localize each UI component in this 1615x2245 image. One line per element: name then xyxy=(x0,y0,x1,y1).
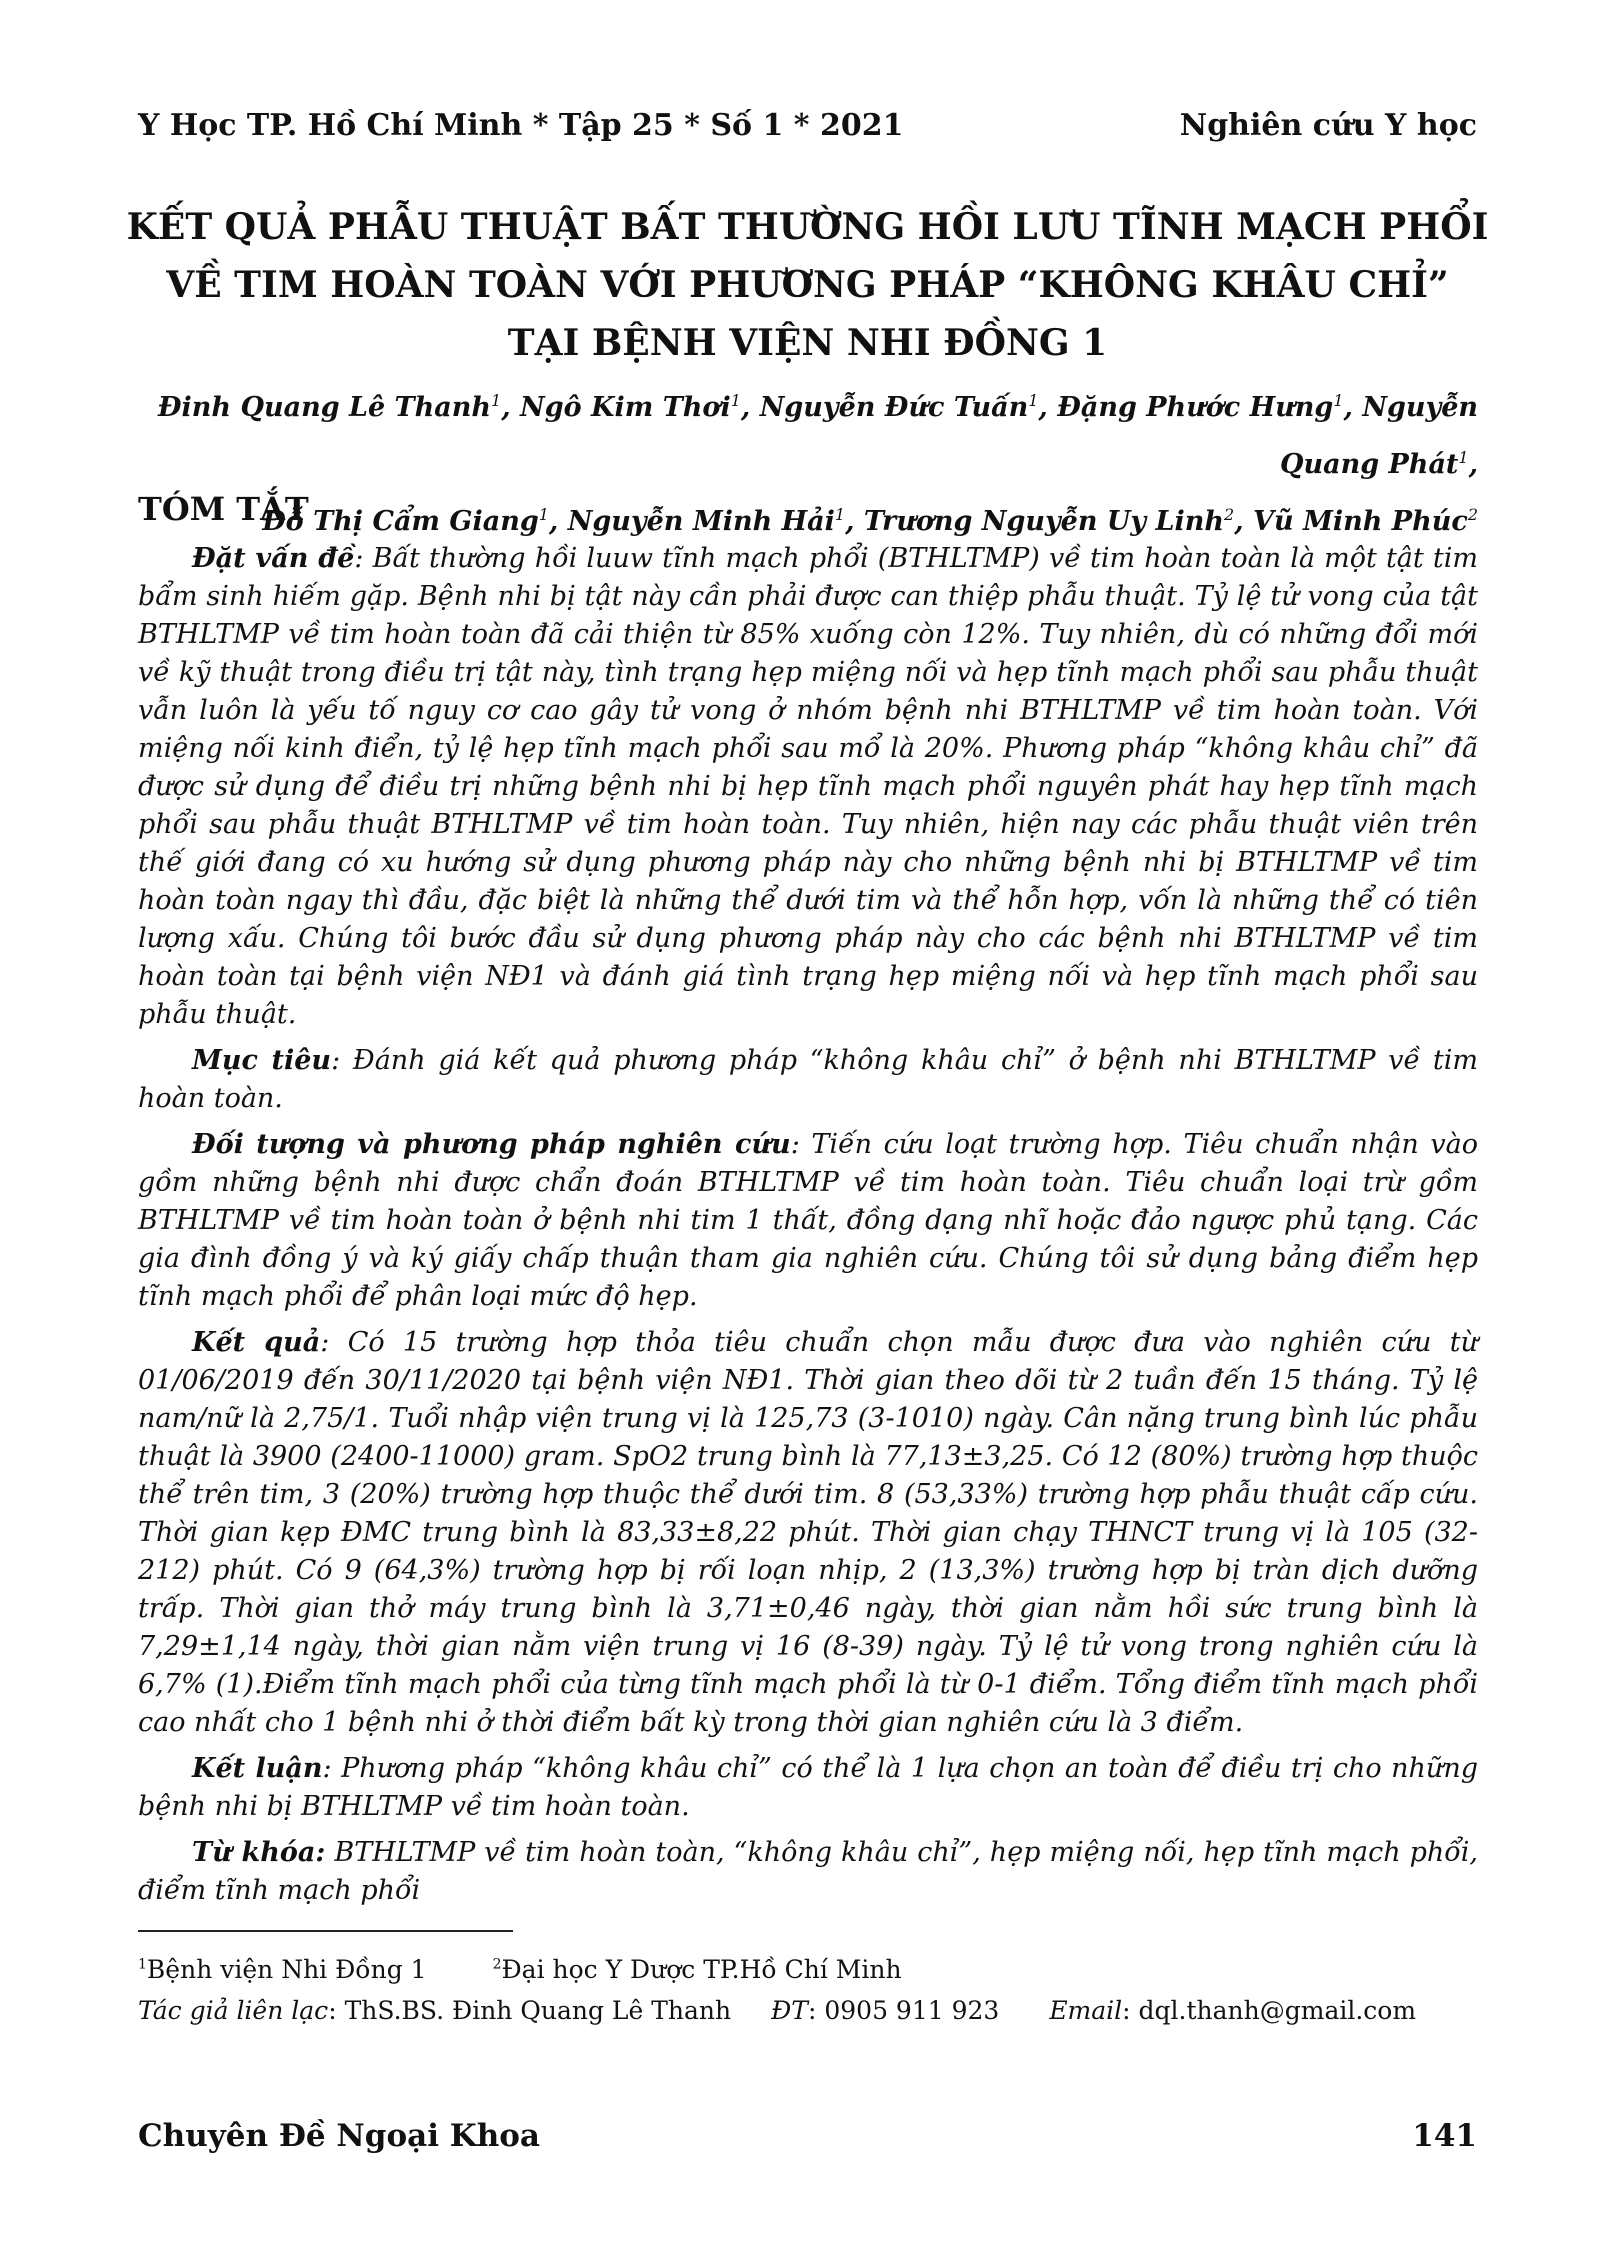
title-line: VỀ TIM HOÀN TOÀN VỚI PHƯƠNG PHÁP “KHÔNG KHÂU CHỈ” xyxy=(166,264,1449,306)
affiliations: $^1$Bệnh viện Nhi Đồng 1 $^2$Đại học Y Dược TP.Hồ Chí Minh xyxy=(138,1955,902,1984)
abstract-label: Kết luận xyxy=(192,1753,323,1784)
author-name: Ngô Kim Thơi xyxy=(520,392,731,423)
author-name: Trương Nguyễn Uy Linh xyxy=(863,506,1225,537)
abstract-label: Kết quả xyxy=(192,1327,321,1358)
abstract-text: Đánh giá kết quả phương pháp “không khâu chỉ” ở bệnh nhi BTHLTMP về tim hoàn toàn. xyxy=(138,1045,1478,1114)
abstract-label: Mục tiêu xyxy=(192,1045,332,1076)
footer-section: Chuyên Đề Ngoại Khoa xyxy=(138,2118,541,2154)
contact-info: Tác giả liên lạc: ThS.BS. Đinh Quang Lê Thanh ĐT: 0905 911 923 Email: dql.thanh@gmail.com xyxy=(138,1996,1417,2025)
author-name: Đinh Quang Lê Thanh xyxy=(157,392,492,423)
title-line: TẠI BỆNH VIỆN NHI ĐỒNG 1 xyxy=(507,322,1108,364)
author-name: Nguyễn Đức Tuấn xyxy=(759,392,1029,423)
abstract-paragraph xyxy=(138,1834,1478,1910)
author-affiliation: 1 xyxy=(730,391,741,410)
author-name: Nguyễn Quang Phát xyxy=(1279,392,1478,480)
abstract-text: BTHLTMP về tim hoàn toàn, “không khâu chỉ”, hẹp miệng nối, hẹp tĩnh mạch phổi, điểm tĩnh mạch phổi xyxy=(138,1837,1478,1906)
author-name: Vũ Minh Phúc xyxy=(1253,506,1468,537)
author-affiliation: 1 xyxy=(491,391,502,410)
journal-header: Y Học TP. Hồ Chí Minh * Tập 25 * Số 1 * 2021 xyxy=(138,108,904,143)
abstract-text: Tiến cứu loạt trường hợp. Tiêu chuẩn nhận vào gồm những bệnh nhi được chẩn đoán BTHLTMP về tim hoàn toàn. Tiêu chuẩn loại trừ gồm BTHLTMP về tim hoàn toàn ở bệnh nhi tim 1 thất, đồng dạng nhĩ hoặc đảo ngược phủ tạng. Các gia đình đồng ý và ký giấy chấp thuận tham gia nghiên cứu. Chúng tôi sử dụng bảng điểm hẹp tĩnh mạch phổi để phân loại mức độ hẹp. xyxy=(138,1129,1478,1312)
abstract-paragraph: Đối tượng và phương pháp nghiên cứu: Tiến cứu loạt trường hợp. Tiêu chuẩn nhận vào gồm những bệnh nhi được chẩn đoán BTHLTMP về tim hoàn toàn. Tiêu chuẩn loại trừ gồm BTHLTMP về tim hoàn toàn ở bệnh nhi tim 1 thất, đồng dạng nhĩ hoặc đảo ngược phủ tạng. Các gia đình đồng ý và ký giấy chấp thuận tham gia nghiên cứu. Chúng tôi sử dụng bảng điểm hẹp tĩnh mạch phổi để phân loại mức độ hẹp. xyxy=(138,1129,1478,1312)
affiliation-1: Bệnh viện Nhi Đồng 1 xyxy=(146,1955,427,1984)
contact-phone: 0905 911 923 xyxy=(824,1996,1000,2025)
author-affiliation: 1 xyxy=(1333,391,1344,410)
author-affiliation: 2 xyxy=(1224,505,1235,524)
abstract-paragraph: Mục tiêu: Đánh giá kết quả phương pháp “không khâu chỉ” ở bệnh nhi BTHLTMP về tim hoàn toàn. xyxy=(138,1045,1478,1114)
author-line: Đinh Quang Lê Thanh$^1$, Ngô Kim Thơi$^1$, Nguyễn Đức Tuấn$^1$, Đặng Phước Hưng$^1$, Nguyễn Quang Phát$^1$, xyxy=(157,391,1478,480)
abstract-paragraph: Kết quả: Có 15 trường hợp thỏa tiêu chuẩn chọn mẫu được đưa vào nghiên cứu từ 01/06/2019 đến 30/11/2020 tại bệnh viện NĐ1. Thời gian theo dõi từ 2 tuần đến 15 tháng. Tỷ lệ nam/nữ là 2,75/1. Tuổi nhập viện trung vị là 125,73 (3-1010) ngày. Cân nặng trung bình lúc phẫu thuật là 3900 (2400-11000) gram. SpO2 trung bình là 77,13±3,25. Có 12 (80%) trường hợp thuộc thể trên tim, 3 (20%) trường hợp thuộc thể dưới tim. 8 (53,33%) trường hợp phẫu thuật cấp cứu. Thời gian kẹp ĐMC trung bình là 83,33±8,22 phút. Thời gian chạy THNCT trung vị là 105 (32-212) phút. Có 9 (64,3%) trường hợp bị rối loạn nhịp, 2 (13,3%) trường hợp bị tràn dịch dưỡng trấp. Thời gian thở máy trung bình là 3,71±0,46 ngày, thời gian nằm hồi sức trung bình là 7,29±1,14 ngày, thời gian nằm viện trung vị 16 (8-39) ngày. Tỷ lệ tử vong trong nghiên cứu là 6,7% (1).Điểm tĩnh mạch phổi của từng tĩnh mạch phổi là từ 0-1 điểm. Tổng điểm tĩnh mạch phổi cao nhất cho 1 bệnh nhi ở thời điểm bất kỳ trong thời gian nghiên cứu là 3 điểm. xyxy=(138,1327,1478,1738)
page-number: 141 xyxy=(1412,2118,1477,2154)
author-list xyxy=(138,376,1478,547)
affiliation-2: Đại học Y Dược TP.Hồ Chí Minh xyxy=(501,1955,902,1984)
contact-email: dql.thanh@gmail.com xyxy=(1138,1996,1417,2025)
abstract-body xyxy=(138,540,1478,1918)
section-header: Nghiên cứu Y học xyxy=(1179,108,1477,143)
abstract-text: Bất thường hồi luuw tĩnh mạch phổi (BTHLTMP) về tim hoàn toàn là một tật tim bẩm sinh hiếm gặp. Bệnh nhi bị tật này cần phải được can thiệp phẫu thuật. Tỷ lệ tử vong của tật BTHLTMP về tim hoàn toàn đã cải thiện từ 85% xuống còn 12%. Tuy nhiên, dù có những đổi mới về kỹ thuật trong điều trị tật này, tình trạng hẹp miệng nối và hẹp tĩnh mạch phổi sau phẫu thuật vẫn luôn là yếu tố nguy cơ cao gây tử vong ở nhóm bệnh nhi BTHLTMP về tim hoàn toàn. Với miệng nối kinh điển, tỷ lệ hẹp tĩnh mạch phổi sau mổ là 20%. Phương pháp “không khâu chỉ” đã được sử dụng để điều trị những bệnh nhi bị hẹp tĩnh mạch phổi nguyên phát hay hẹp tĩnh mạch phổi sau phẫu thuật BTHLTMP về tim hoàn toàn. Tuy nhiên, hiện nay các phẫu thuật viên trên thế giới đang có xu hướng sử dụng phương pháp này cho những bệnh nhi bị BTHLTMP về tim hoàn toàn ngay thì đầu, đặc biệt là những thể dưới tim và thể hỗn hợp, vốn là những thể có tiên lượng xấu. Chúng tôi bước đầu sử dụng phương pháp này cho các bệnh nhi BTHLTMP về tim hoàn toàn tại bệnh viện NĐ1 và đánh giá tình trạng hẹp miệng nối và hẹp tĩnh mạch phổi sau phẫu thuật. xyxy=(138,543,1478,1030)
author-line: Đỗ Thị Cẩm Giang$^1$, Nguyễn Minh Hải$^1$, Trương Nguyễn Uy Linh$^2$, Vũ Minh Phúc$^2$ xyxy=(262,505,1478,537)
author-name: Đặng Phước Hưng xyxy=(1057,392,1334,423)
title-line: KẾT QUẢ PHẪU THUẬT BẤT THƯỜNG HỒI LƯU TĨNH MẠCH PHỔI xyxy=(126,206,1489,248)
author-affiliation: 2 xyxy=(1467,505,1478,524)
author-name: Đỗ Thị Cẩm Giang xyxy=(262,506,539,537)
abstract-paragraph: Kết luận: Phương pháp “không khâu chỉ” có thể là 1 lựa chọn an toàn để điều trị cho những bệnh nhi bị BTHLTMP về tim hoàn toàn. xyxy=(138,1753,1478,1822)
author-affiliation: 1 xyxy=(1028,391,1039,410)
author-name: Nguyễn Minh Hải xyxy=(567,506,835,537)
author-affiliation: 1 xyxy=(834,505,846,524)
footnote-divider xyxy=(138,1930,513,1932)
article-title xyxy=(120,198,1495,372)
author-affiliation: 1 xyxy=(538,505,549,524)
contact-author: ThS.BS. Đinh Quang Lê Thanh xyxy=(344,1996,732,2025)
abstract-text: Phương pháp “không khâu chỉ” có thể là 1 lựa chọn an toàn để điều trị cho những bệnh nhi bị BTHLTMP về tim hoàn toàn. xyxy=(138,1753,1478,1822)
abstract-heading: TÓM TẮT xyxy=(138,490,309,528)
abstract-label: Đối tượng và phương pháp nghiên cứu xyxy=(192,1129,791,1160)
abstract-label: Đặt vấn đề xyxy=(192,543,355,574)
author-affiliation: 1 xyxy=(1458,448,1469,467)
abstract-label: Từ khóa: xyxy=(192,1837,326,1868)
abstract-text: Có 15 trường hợp thỏa tiêu chuẩn chọn mẫu được đưa vào nghiên cứu từ 01/06/2019 đến 30/11/2020 tại bệnh viện NĐ1. Thời gian theo dõi từ 2 tuần đến 15 tháng. Tỷ lệ nam/nữ là 2,75/1. Tuổi nhập viện trung vị là 125,73 (3-1010) ngày. Cân nặng trung bình lúc phẫu thuật là 3900 (2400-11000) gram. SpO2 trung bình là 77,13±3,25. Có 12 (80%) trường hợp thuộc thể trên tim, 3 (20%) trường hợp thuộc thể dưới tim. 8 (53,33%) trường hợp phẫu thuật cấp cứu. Thời gian kẹp ĐMC trung bình là 83,33±8,22 phút. Thời gian chạy THNCT trung vị là 105 (32-212) phút. Có 9 (64,3%) trường hợp bị rối loạn nhịp, 2 (13,3%) trường hợp bị tràn dịch dưỡng trấp. Thời gian thở máy trung bình là 3,71±0,46 ngày, thời gian nằm hồi sức trung bình là 7,29±1,14 ngày, thời gian nằm viện trung vị 16 (8-39) ngày. Tỷ lệ tử vong trong nghiên cứu là 6,7% (1).Điểm tĩnh mạch phổi của từng tĩnh mạch phổi là từ 0-1 điểm. Tổng điểm tĩnh mạch phổi cao nhất cho 1 bệnh nhi ở thời điểm bất kỳ trong thời gian nghiên cứu là 3 điểm. xyxy=(138,1327,1478,1738)
abstract-paragraph: Đặt vấn đề: Bất thường hồi luuw tĩnh mạch phổi (BTHLTMP) về tim hoàn toàn là một tật tim bẩm sinh hiếm gặp. Bệnh nhi bị tật này cần phải được can thiệp phẫu thuật. Tỷ lệ tử vong của tật BTHLTMP về tim hoàn toàn đã cải thiện từ 85% xuống còn 12%. Tuy nhiên, dù có những đổi mới về kỹ thuật trong điều trị tật này, tình trạng hẹp miệng nối và hẹp tĩnh mạch phổi sau phẫu thuật vẫn luôn là yếu tố nguy cơ cao gây tử vong ở nhóm bệnh nhi BTHLTMP về tim hoàn toàn. Với miệng nối kinh điển, tỷ lệ hẹp tĩnh mạch phổi sau mổ là 20%. Phương pháp “không khâu chỉ” đã được sử dụng để điều trị những bệnh nhi bị hẹp tĩnh mạch phổi nguyên phát hay hẹp tĩnh mạch phổi sau phẫu thuật BTHLTMP về tim hoàn toàn. Tuy nhiên, hiện nay các phẫu thuật viên trên thế giới đang có xu hướng sử dụng phương pháp này cho những bệnh nhi bị BTHLTMP về tim hoàn toàn ngay thì đầu, đặc biệt là những thể dưới tim và thể hỗn hợp, vốn là những thể có tiên lượng xấu. Chúng tôi bước đầu sử dụng phương pháp này cho các bệnh nhi BTHLTMP về tim hoàn toàn tại bệnh viện NĐ1 và đánh giá tình trạng hẹp miệng nối và hẹp tĩnh mạch phổi sau phẫu thuật. xyxy=(138,543,1478,1030)
